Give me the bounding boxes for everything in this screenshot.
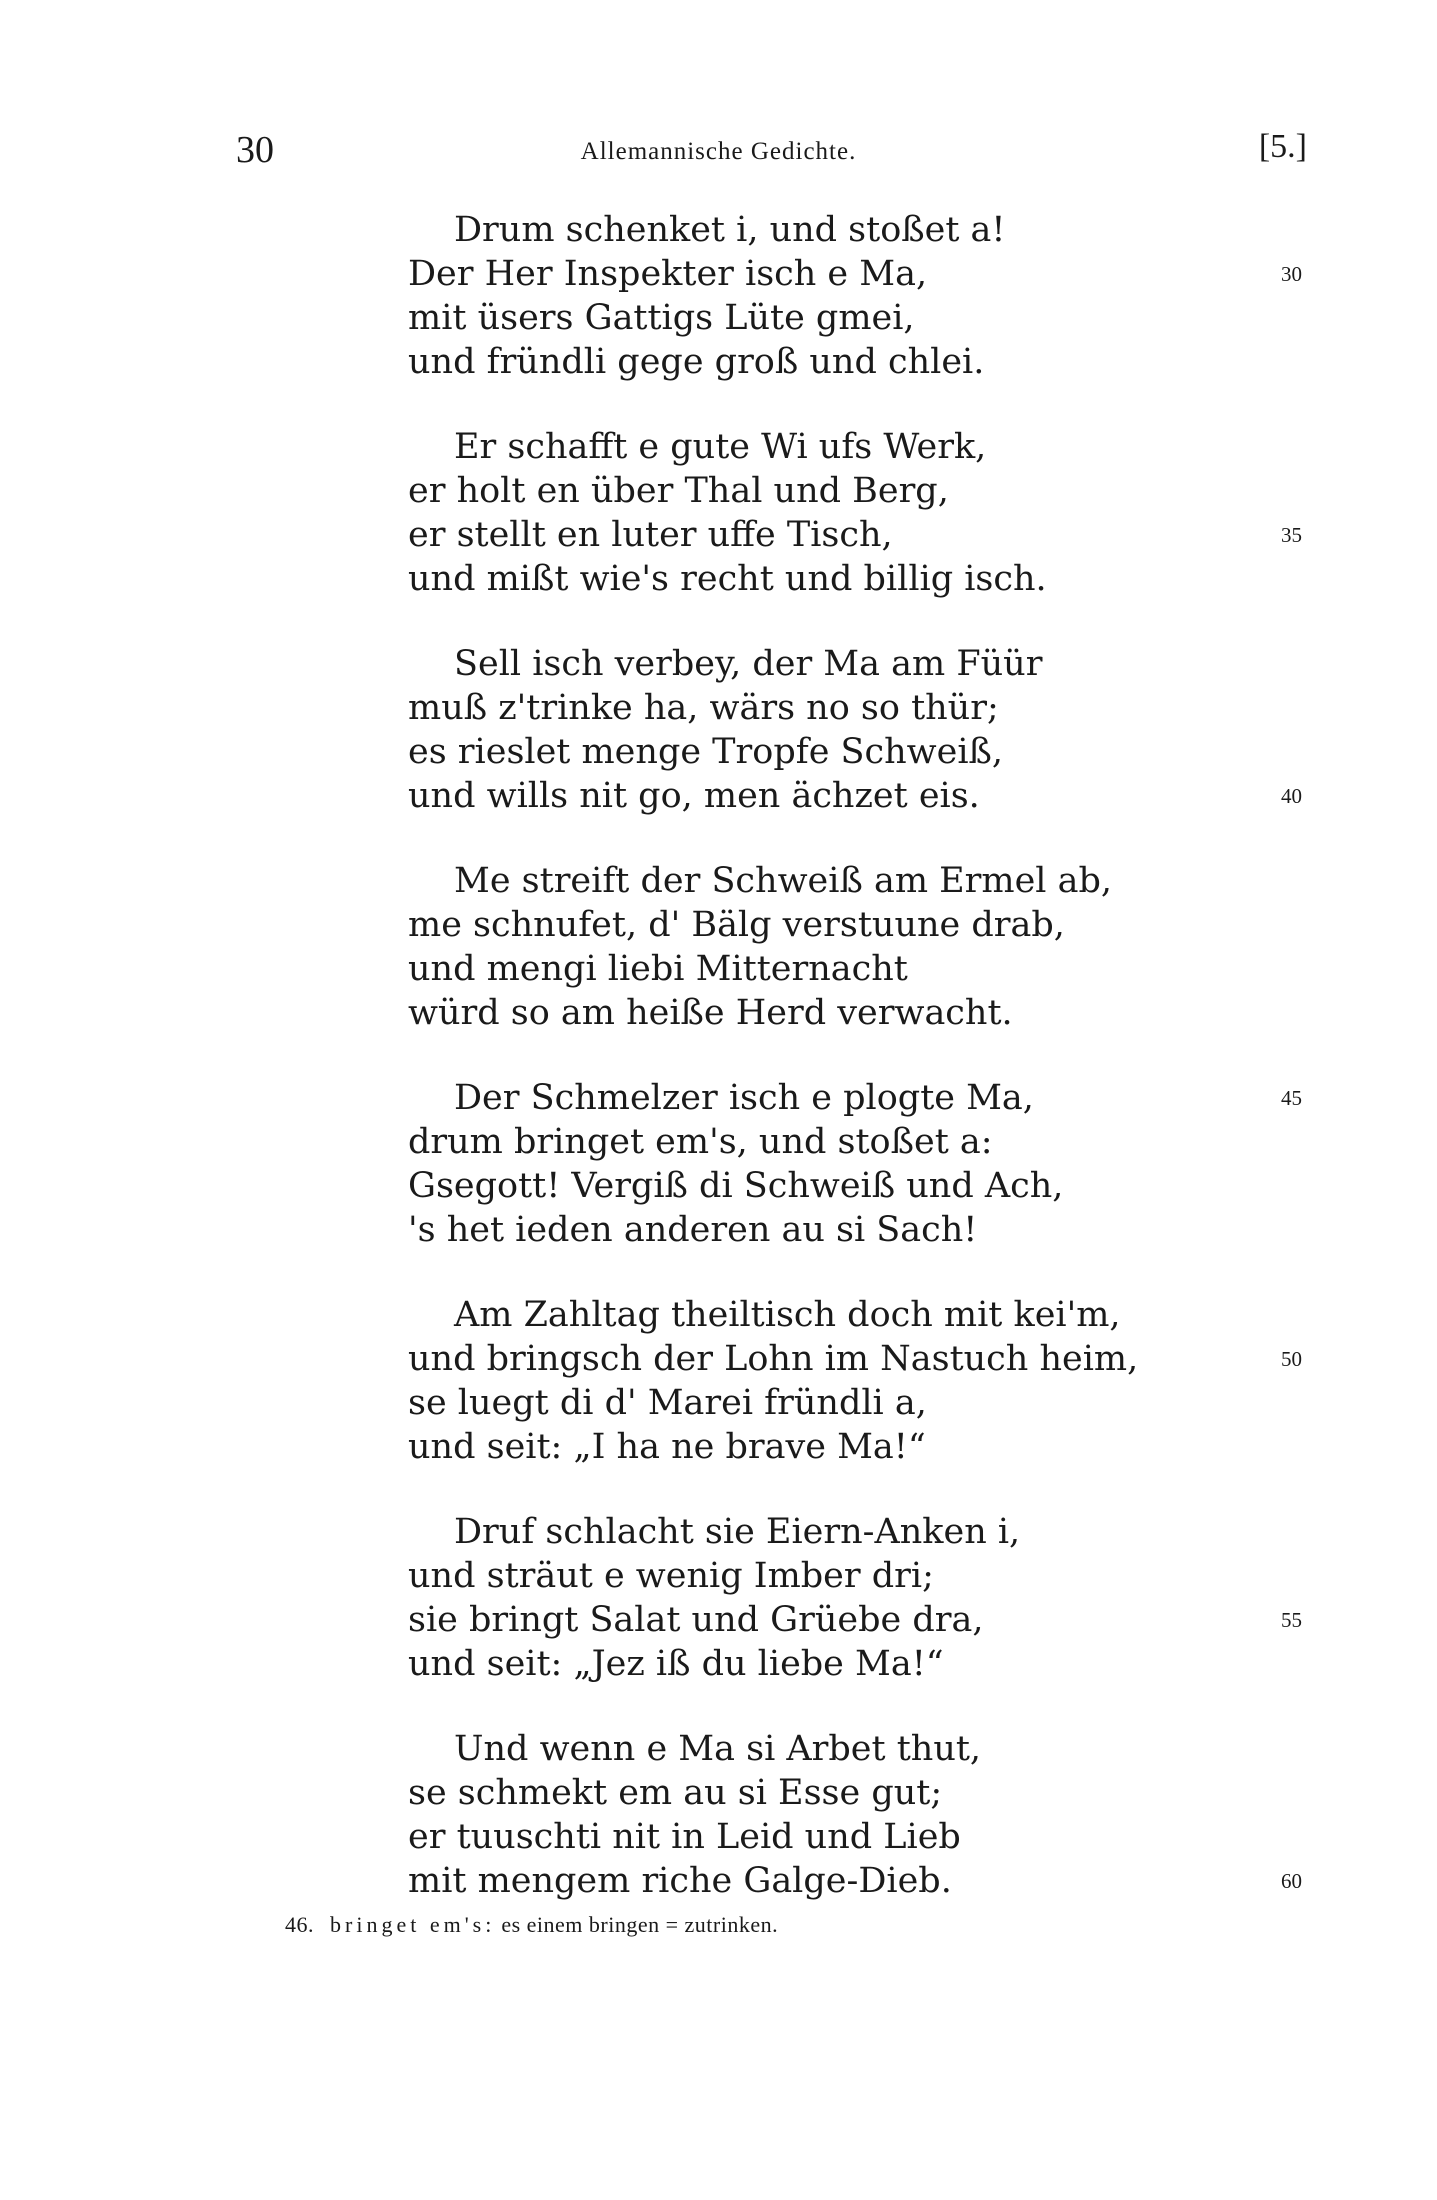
verse-line: und wills nit go, men ächzet eis. 40 <box>408 776 1302 816</box>
footnote <box>285 1912 778 1938</box>
verse-line: Und wenn e Ma si Arbet thut, <box>454 1729 982 1769</box>
verse-line: Der Her Inspekter isch e Ma, 30 <box>408 254 1302 294</box>
verse-line: Er schafft e gute Wi ufs Werk, <box>454 427 987 467</box>
verse-line: Sell isch verbey, der Ma am Füür <box>454 644 1043 684</box>
verse-line: er stellt en luter uffe Tisch, 35 <box>408 515 1302 555</box>
verse-line: mit üsers Gattigs Lüte gmei, <box>408 298 915 338</box>
footnote-lemma: bringet em's: <box>330 1912 496 1937</box>
section-number: [5.] <box>1258 128 1307 165</box>
verse-line: muß z'trinke ha, wärs no so thür; <box>408 688 999 728</box>
page-header <box>0 128 1437 188</box>
verse-line: und seit: „I ha ne brave Ma!“ <box>408 1427 926 1467</box>
verse-line: drum bringet em's, und stoßet a: <box>408 1122 993 1162</box>
footnote-number: 46. <box>285 1912 314 1937</box>
verse-line: er tuuschti nit in Leid und Lieb <box>408 1817 961 1857</box>
verse-line: se luegt di d' Marei fründli a, <box>408 1383 927 1423</box>
verse-line: und seit: „Jez iß du liebe Ma!“ <box>408 1644 944 1684</box>
verse-line: und mißt wie's recht und billig isch. <box>408 559 1047 599</box>
verse-line: Drum schenket i, und stoßet a! <box>454 210 1006 250</box>
verse-line: würd so am heiße Herd verwacht. <box>408 993 1013 1033</box>
stanza <box>408 425 1302 642</box>
stanza <box>408 208 1302 425</box>
running-title: Allemannische Gedichte. <box>580 138 857 165</box>
line-number: 55 <box>1281 1608 1302 1632</box>
line-number: 40 <box>1281 784 1302 808</box>
verse-line: Der Schmelzer isch e plogte Ma, 45 <box>454 1078 1302 1118</box>
stanza <box>408 859 1128 1076</box>
verse-line: me schnufet, d' Bälg verstuune drab, <box>408 905 1065 945</box>
stanza <box>408 642 1302 859</box>
line-number: 30 <box>1281 262 1302 286</box>
verse-line: se schmekt em au si Esse gut; <box>408 1773 943 1813</box>
page-number: 30 <box>236 129 274 171</box>
poem-text <box>408 208 1302 1944</box>
verse-line: er holt en über Thal und Berg, <box>408 471 949 511</box>
verse-line: sie bringt Salat und Grüebe dra, 55 <box>408 1600 1302 1640</box>
stanza <box>408 1293 1302 1510</box>
verse-line: es rieslet menge Tropfe Schweiß, <box>408 732 1004 772</box>
line-number: 60 <box>1281 1869 1302 1893</box>
verse-line: 's het ieden anderen au si Sach! <box>408 1210 978 1250</box>
stanza <box>408 1076 1302 1293</box>
verse-line: Am Zahltag theiltisch doch mit kei'm, <box>454 1295 1121 1335</box>
verse-line: Gsegott! Vergiß di Schweiß und Ach, <box>408 1166 1064 1206</box>
line-number: 35 <box>1281 523 1302 547</box>
verse-line: und fründli gege groß und chlei. <box>408 342 985 382</box>
verse-line: Druf schlacht sie Eiern-Anken i, <box>454 1512 1021 1552</box>
stanza <box>408 1510 1302 1727</box>
verse-line: und sträut e wenig Imber dri; <box>408 1556 934 1596</box>
verse-line: mit mengem riche Galge-Dieb. 60 <box>408 1861 1302 1901</box>
verse-line: und bringsch der Lohn im Nastuch heim, 50 <box>408 1339 1302 1379</box>
verse-line: Me streift der Schweiß am Ermel ab, <box>454 861 1113 901</box>
footnote-text: es einem bringen = zutrinken. <box>501 1912 779 1937</box>
line-number: 45 <box>1281 1086 1302 1110</box>
verse-line: und mengi liebi Mitternacht <box>408 949 908 989</box>
line-number: 50 <box>1281 1347 1302 1371</box>
